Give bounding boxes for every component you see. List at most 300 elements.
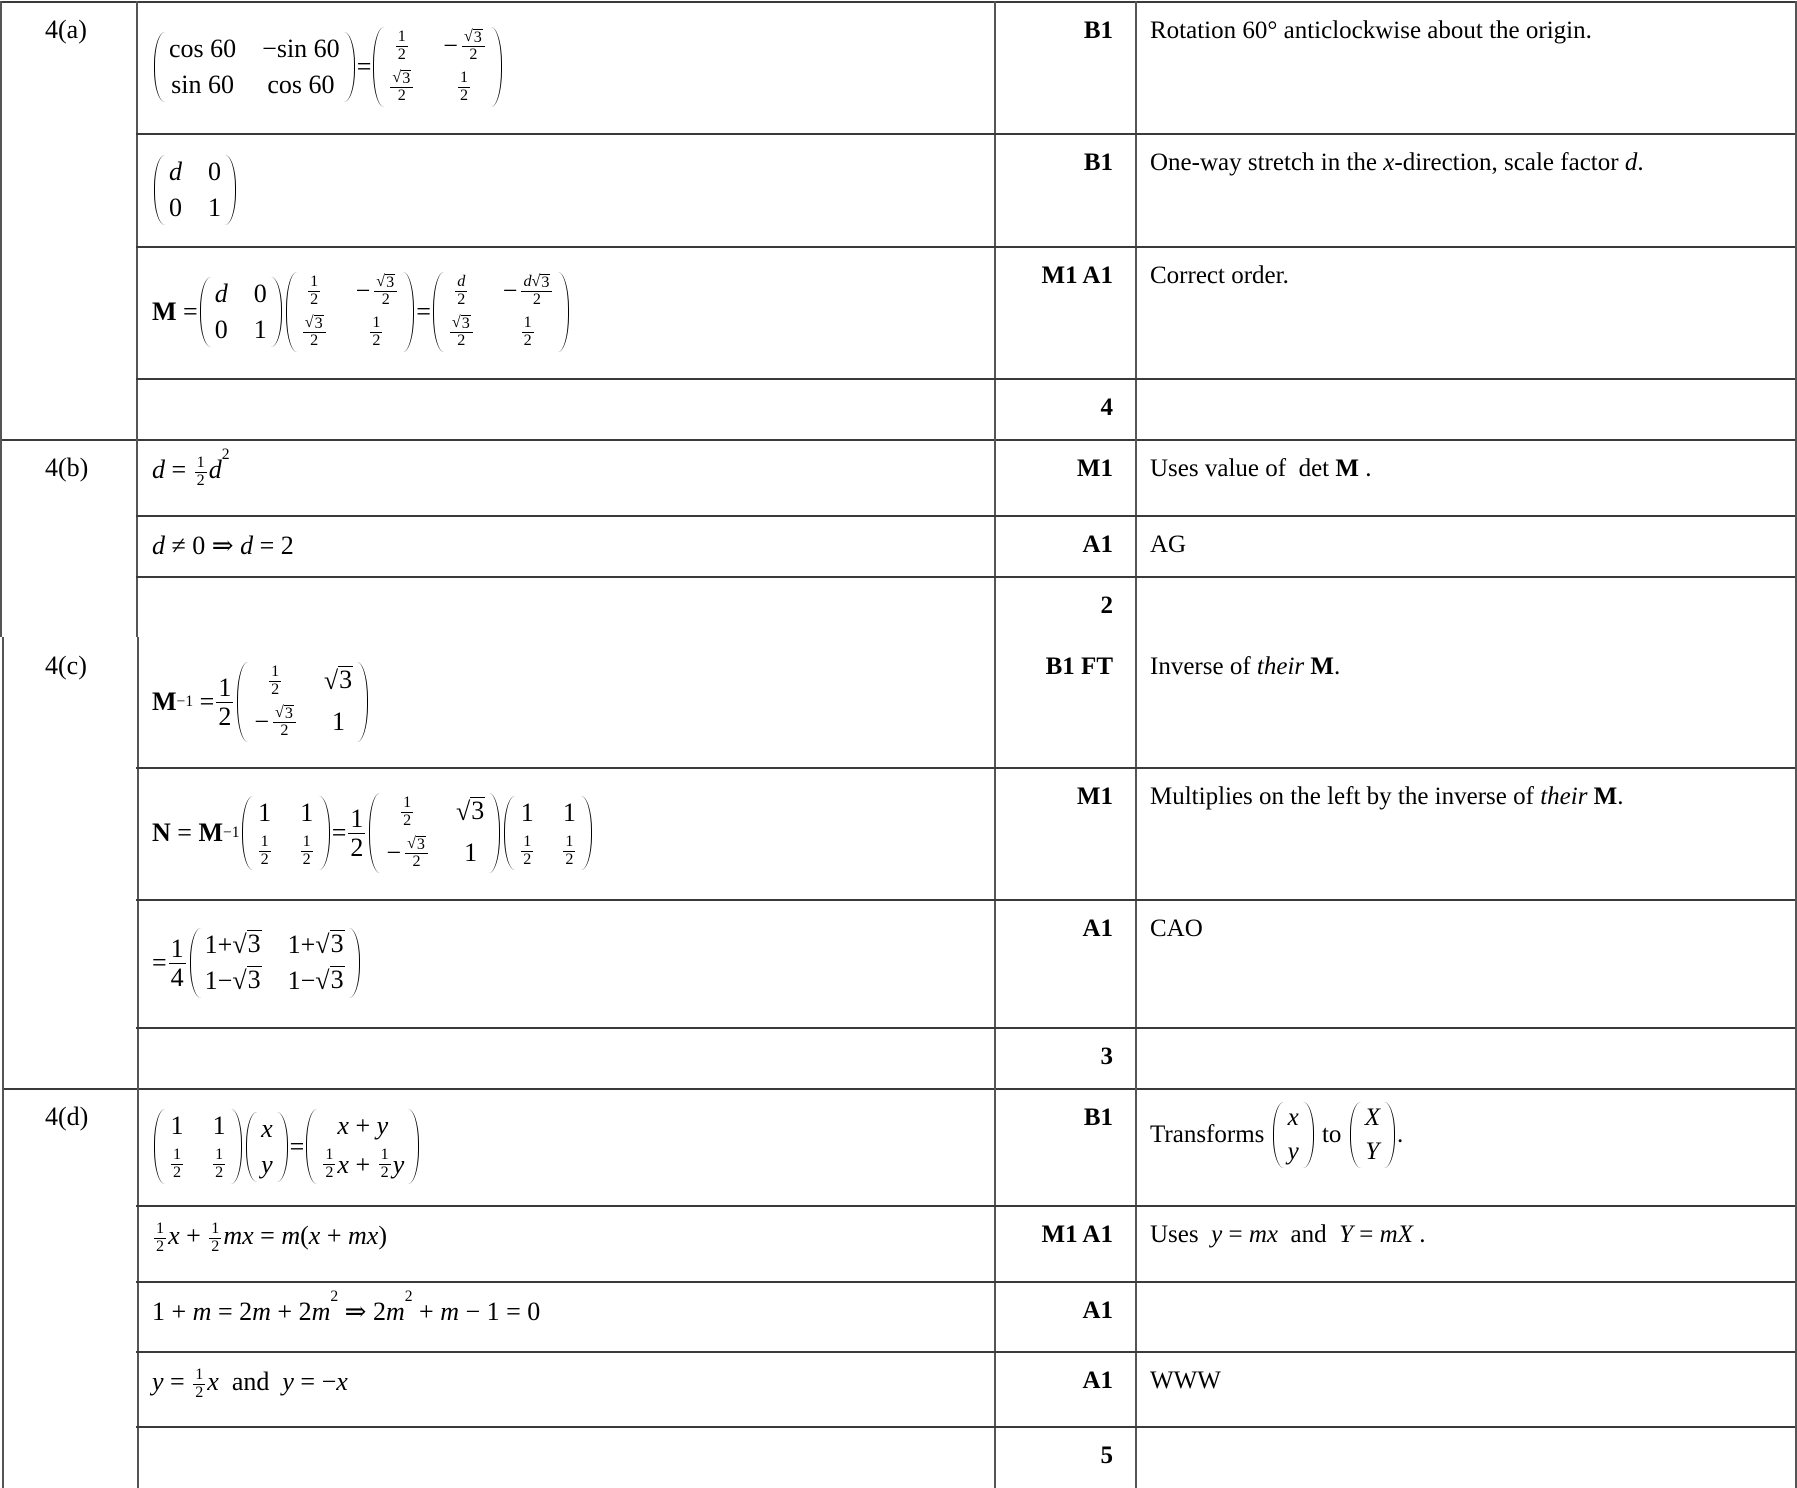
fraction [195,455,207,490]
denominator: 2 [271,680,280,698]
matrix [154,32,355,102]
denominator: 2 [403,811,412,829]
math-text: 1 [460,69,469,87]
question-label: 4(d) [45,1102,89,1131]
fraction [348,805,365,861]
matrix-grid [165,1109,231,1184]
fraction [303,315,326,350]
right-paren [231,1109,242,1184]
math-text: ⇒ 2 [338,1297,386,1326]
working-expression [152,1,504,133]
minus-sign: − [355,276,371,306]
math-text: 1 [156,1220,165,1237]
right-paren [558,272,569,352]
matrix [504,796,592,871]
math-text: ( [300,1221,309,1250]
examiner-comment [1150,653,1340,681]
examiner-comment [1150,783,1624,811]
matrix [306,1109,419,1184]
right-paren [403,272,414,352]
fraction [521,274,552,309]
math-text: + 2 [270,1297,312,1326]
radicand: 3 [247,929,261,958]
row-divider [136,378,1795,380]
working-expression [152,899,362,1027]
math-variable: d [240,531,254,560]
numerator [213,1147,225,1165]
matrix-entry [261,1150,273,1180]
matrix-entry [448,315,475,350]
math-text: + [348,1149,377,1179]
radicand: 3 [541,273,550,291]
math-variable: x [308,1221,321,1250]
matrix-entry [205,966,262,996]
math-text: = 2 [211,1297,253,1326]
column-divider [136,439,138,637]
matrix-entry [368,315,384,350]
matrix [200,277,282,347]
fraction [193,1367,205,1402]
minus-sign: − [502,276,518,306]
math-variable: their [1540,783,1588,810]
matrix-entry [388,70,415,105]
matrix-grid [380,793,489,873]
fraction [259,834,271,869]
math-text: + [320,1221,349,1250]
math-variable: d [1624,149,1638,176]
question-label: 4(b) [45,453,89,482]
denominator: 2 [325,1164,334,1181]
math-variable: d [214,279,228,308]
math-text: + [412,1297,441,1326]
math-variable: d [208,455,222,484]
math-variable: m [311,1297,331,1326]
math-text: 0 [208,156,221,186]
working-expression [152,1088,421,1205]
matrix-entry [1365,1104,1380,1132]
denominator: 2 [523,850,532,868]
math-text: = [152,948,167,977]
math-text: . [1617,783,1624,810]
matrix-grid [201,928,349,998]
examiner-comment [1150,455,1371,483]
mark-code: M1 A1 [1041,262,1113,289]
math-text: = − [293,1367,337,1396]
math-text: 1 + [152,1297,193,1326]
matrix-entry [456,797,485,827]
right-paren [319,796,330,871]
math-text: = [163,1367,192,1396]
math-text: 1 [523,832,532,850]
left-paren [369,793,380,873]
sqrt-symbol [305,315,324,332]
sqrt-symbol [315,966,344,996]
fraction [455,274,467,309]
matrix-entry [208,157,221,187]
matrix-grid [384,27,490,107]
math-text: 1 [215,1146,224,1164]
fraction [458,70,470,105]
matrix-entry [394,29,410,64]
math-text: = [356,52,372,81]
math-text: 1 [372,314,381,332]
denominator: 2 [457,290,466,308]
math-text: 1 [562,797,576,827]
denominator: 2 [280,722,289,740]
radicand: 3 [330,929,344,958]
numerator [401,795,413,813]
matrix-entry [261,1114,273,1144]
math-variable: X [1364,1104,1380,1131]
math-text: ≠ 0 ⇒ [165,531,241,560]
math-text: 1 [300,797,314,827]
left-paren [504,796,515,871]
math-text: 1− [204,966,233,995]
matrix-entry [563,798,576,828]
radical-sign: √ [315,930,330,959]
minus-sign: − [386,838,402,868]
math-text: Inverse of [1150,653,1257,680]
radical-sign: √ [232,966,247,995]
working-expression [152,515,294,561]
left-border [0,1,2,439]
fraction [390,70,413,105]
radical-sign: √ [376,272,386,290]
math-variable: their [1256,653,1305,680]
math-text: = [416,297,431,326]
math-text: + [348,1111,377,1141]
examiner-comment: Rotation 60° anticlockwise about the origin. [1150,17,1592,44]
working-expression [152,1205,387,1256]
matrix-entry [299,834,315,869]
sqrt-symbol [232,966,261,996]
fraction [450,315,473,350]
math-text: 1 [196,454,205,471]
matrix-entry [337,1111,388,1141]
denominator: 2 [523,332,532,350]
sqrt-symbol [324,666,353,696]
matrix-symbol: M [1335,455,1359,482]
mark-code: M1 A1 [1041,1221,1113,1248]
right-paren [277,1112,288,1182]
matrix-entry [1288,1104,1299,1132]
right-paren [349,928,360,998]
numerator [169,935,186,963]
column-divider [1135,1088,1137,1488]
math-text: = [176,297,198,326]
math-text: = [193,687,215,716]
sqrt-symbol [275,705,294,722]
examiner-comment: AG [1150,531,1187,558]
examiner-comment: Correct order. [1150,262,1289,289]
right-paren [1384,1102,1395,1168]
matrix-entry [254,279,267,309]
radicand: 3 [461,315,470,332]
matrix-grid [257,1112,277,1182]
matrix [286,272,414,352]
mark-code: A1 [1082,1297,1113,1324]
matrix-entry [254,315,267,345]
numerator [458,70,470,88]
fraction [396,29,408,64]
matrix-entry [169,34,236,64]
radical-sign: √ [455,797,471,827]
matrix-symbol: M [1593,783,1618,810]
column-divider [994,637,996,1088]
matrix-grid [297,272,403,352]
matrix-entry [171,70,234,100]
matrix [373,27,501,107]
math-text: 1 [173,1146,182,1164]
denominator: 2 [260,850,269,868]
math-text: −sin 60 [262,34,340,63]
right-paren [344,32,355,102]
left-paren [154,32,165,102]
fraction [216,674,233,730]
matrix-entry [252,705,298,740]
mark-code: B1 FT [1045,653,1113,680]
math-text: Multiplies on the left by the inverse of [1150,783,1541,810]
math-text: = [170,818,199,847]
denominator: 2 [350,832,364,862]
math-text: sin 60 [171,70,234,99]
matrix-entry [321,1147,404,1182]
column-divider [994,1088,996,1488]
fraction [521,834,533,869]
math-text: = [253,1221,282,1250]
math-text: cos 60 [169,34,237,63]
radicand: 3 [471,796,485,826]
minus-sign: − [443,31,458,61]
left-paren [1273,1102,1284,1168]
matrix-grid [515,796,581,871]
math-text: = [1222,1221,1249,1248]
fraction [308,274,320,309]
fraction [405,836,428,871]
math-text: 0 [214,315,228,344]
row-divider [136,133,1795,135]
math-variable: x [337,1149,349,1179]
examiner-comment [1150,1221,1425,1249]
radical-sign: √ [274,703,284,721]
working-expression [152,1351,348,1402]
math-text: 1 [212,1111,226,1141]
denominator: 2 [469,46,478,64]
denominator: 2 [460,87,469,105]
working-expression [152,133,238,246]
left-paren [200,277,211,347]
row-divider [136,576,1795,578]
right-paren [271,277,282,347]
right-paren [225,155,236,225]
fraction [401,795,413,830]
numerator [455,274,467,292]
fraction [462,29,485,64]
matrix-entry [169,1147,185,1182]
fraction [169,935,186,991]
fraction [370,315,382,350]
left-border [2,637,4,1088]
sqrt-symbol [376,274,395,291]
fraction [273,705,296,740]
left-paren [154,155,165,225]
numerator [405,836,428,854]
left-paren [306,1109,317,1184]
math-text: 1+ [287,930,316,959]
numerator [390,70,413,88]
denominator: 2 [215,1164,224,1181]
math-variable: y [261,1149,273,1179]
sqrt-symbol [464,29,483,46]
math-text: 1 [310,273,319,291]
math-text: 1 [208,192,221,222]
math-variable: m [252,1297,271,1326]
minus-sign: − [254,707,269,737]
matrix [369,793,500,873]
math-text: 1 [218,673,232,703]
math-text: 0 [253,279,267,308]
radicand: 3 [284,704,293,722]
matrix-entry [301,315,328,350]
fraction [522,315,534,350]
numerator [374,274,397,292]
radicand: 3 [314,315,323,332]
row-divider [136,899,1795,901]
matrix-symbol: M [198,818,223,847]
working-expression: M −1 = $\frac{1}{2}$ $\frac{1}{2}$ √ 3 − √ 3 2 1 [152,637,370,767]
math-variable: x [168,1221,180,1250]
matrix-entry [384,836,430,871]
numerator [301,834,313,852]
math-variable: y [1287,1138,1299,1165]
math-variable: x [336,1367,348,1396]
numerator [154,1221,166,1239]
column-divider [137,1088,139,1488]
math-text: 1 [403,794,412,812]
fraction [209,1221,221,1256]
matrix-grid [317,1109,408,1184]
matrix-grid [165,32,344,102]
math-text: 1 [271,663,280,681]
left-paren [246,1112,257,1182]
matrix-entry [1365,1138,1379,1166]
column-divider [1135,1,1137,439]
matrix-entry [561,834,577,869]
math-variable: mx [1248,1221,1278,1248]
question-label: 4(a) [45,15,87,44]
matrix-entry [215,315,228,345]
matrix-symbol: M [152,687,177,716]
denominator: 2 [302,850,311,868]
math-text: and [218,1367,283,1396]
radical-sign: √ [407,834,416,852]
sqrt-symbol [392,70,411,87]
math-text: . [1637,149,1644,176]
matrix-entry [501,274,555,309]
matrix [1350,1102,1395,1168]
math-variable: d [523,272,532,290]
left-paren [190,928,201,998]
matrix-symbol: M [1310,653,1334,680]
numerator [308,274,320,292]
column-divider [1135,637,1137,1088]
matrix-grid [253,796,319,871]
denominator: 2 [211,1237,220,1255]
math-text: 1 [397,28,406,46]
denominator: 2 [397,45,406,63]
numerator [195,455,207,473]
radical-sign: √ [315,966,330,995]
left-paren [433,272,444,352]
math-text: 1 [302,832,311,850]
matrix-entry [520,315,536,350]
matrix [242,796,330,871]
mark-code: 2 [1100,592,1113,619]
math-text: . [1358,455,1372,482]
numerator [370,315,382,333]
numerator [171,1147,183,1165]
denominator: 2 [218,701,232,731]
radical-sign: √ [323,666,339,696]
mark-code: A1 [1082,1367,1113,1394]
matrix-symbol: M [152,297,177,326]
math-text: − 1 = 0 [458,1297,541,1326]
denominator: 2 [195,1383,204,1401]
fraction [269,664,281,699]
math-text: 1 [211,1220,220,1237]
math-variable: m [385,1297,405,1326]
fraction [154,1221,166,1256]
math-variable: d [169,156,182,186]
radical-sign: √ [232,930,247,959]
math-text: 1 [258,797,272,827]
math-text: 1 [253,315,267,344]
math-text: Uses [1150,1221,1212,1248]
numerator [396,29,408,47]
numerator [323,1147,335,1165]
denominator: 2 [532,291,541,309]
working-expression: N = M −1 1 1 $\frac{1}{2}$ $\frac{1}{2}$ = $\frac{1}{2}$ $\frac{1}{2}$ √ 3 − √ 3 2 1 1 1 $\frac{1}{2}$ $\frac{1}{2}$ [152,767,594,899]
math-variable: mX [1379,1221,1413,1248]
working-expression [152,246,571,378]
math-variable: Y [1339,1221,1353,1248]
matrix-entry [211,1147,227,1182]
fraction [563,834,575,869]
matrix [237,662,368,742]
denominator: 2 [457,332,466,350]
denominator: 2 [196,471,205,489]
numerator [269,664,281,682]
mark-code: 5 [1100,1442,1113,1469]
math-variable: x [1287,1104,1299,1131]
math-text: 1 [325,1146,334,1164]
math-variable: mx [223,1221,254,1250]
matrix-grid [248,662,357,742]
math-text: and [1277,1221,1340,1248]
fraction [379,1147,391,1182]
math-variable: d [152,531,165,560]
math-variable: y [1211,1221,1223,1248]
math-variable: x [207,1367,219,1396]
numerator [193,1367,205,1385]
numerator [273,705,296,723]
math-text: 1 [523,314,532,332]
math-text: . [1333,653,1341,680]
math-text: 1 [520,797,534,827]
matrix-entry [213,1111,226,1141]
matrix-entry [306,274,322,309]
sqrt-symbol [452,315,471,332]
